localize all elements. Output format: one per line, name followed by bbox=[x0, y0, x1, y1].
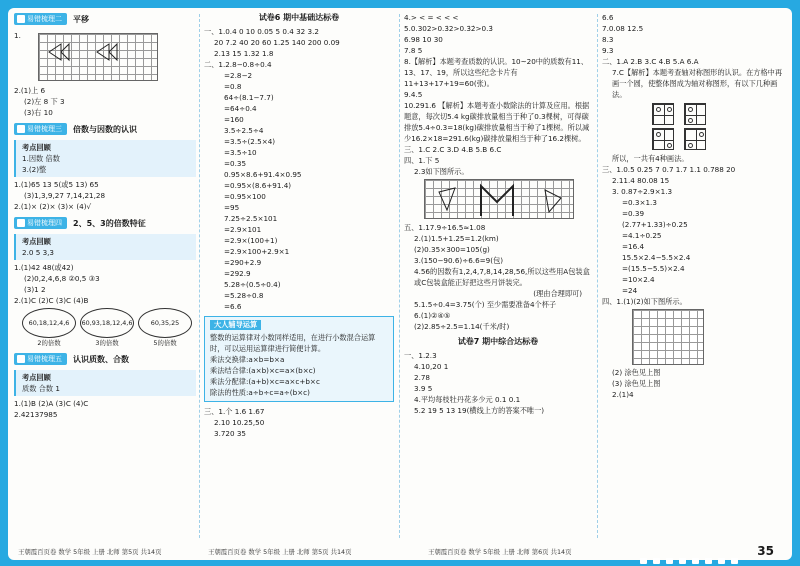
answer-line: 2.(1)C (2)C (3)C (4)B bbox=[14, 296, 89, 305]
review-line: 3.(2)整 bbox=[22, 165, 47, 174]
answer-line: =0.95×(8.6+91.4) bbox=[224, 181, 292, 190]
answer-line: 1.(1)65 13 5(或5 13) 65 bbox=[14, 180, 99, 189]
multiples-ellipses bbox=[22, 308, 196, 338]
answer-line: 1. bbox=[14, 31, 21, 40]
answer-line: 6.98 10 30 bbox=[404, 35, 443, 44]
page-footer-right: 王朝霞百页卷 数学 5年级 上册 北师 第6页 共14页 bbox=[428, 548, 572, 556]
answer-line: =6.6 bbox=[224, 302, 242, 311]
answer-line: =290+2.9 bbox=[224, 258, 262, 267]
book-icon bbox=[17, 15, 25, 23]
answer-line: 7.25÷2.5×101 bbox=[224, 214, 278, 223]
answer-line: 二、1.2.8−0.8÷0.4 bbox=[204, 60, 272, 69]
answer-line: 3. 0.87÷2.9×1.3 bbox=[612, 187, 673, 196]
symmetry-options-row bbox=[652, 128, 786, 150]
option-grid bbox=[652, 103, 674, 125]
answer-line: 1.(1)42 48(或42) bbox=[14, 263, 74, 272]
review-heading: 考点回顾 bbox=[22, 237, 51, 246]
answer-line: (3) 涂色见上图 bbox=[612, 379, 661, 388]
section-title: 倍数与因数的认识 bbox=[73, 124, 137, 134]
answer-line: 五、1.17.9÷16.5≈1.08 bbox=[404, 223, 486, 232]
answer-line: 一、1.0.4 0 10 0.05 5 0.4 32 3.2 bbox=[204, 27, 319, 36]
decor-block bbox=[692, 558, 699, 564]
answer-line: 四、1.(1)(2)如下图所示。 bbox=[602, 297, 687, 306]
ellipse-labels bbox=[22, 338, 196, 348]
ellipse-5-multiples: 60,35,25 bbox=[138, 308, 192, 338]
option-grid bbox=[652, 128, 674, 150]
circle-icon bbox=[656, 132, 661, 137]
answer-line: =0.3×1.3 bbox=[622, 198, 657, 207]
exam-title: 试卷7 期中综合达标卷 bbox=[457, 337, 539, 346]
circle-icon bbox=[699, 132, 704, 137]
answer-line: (3)1,3,9,27 7,14,21,28 bbox=[24, 191, 106, 200]
m-shape-figure bbox=[425, 180, 575, 220]
answer-line: =5.28÷0.8 bbox=[224, 291, 264, 300]
answer-line: 2.11.4 80.08 15 bbox=[612, 176, 670, 185]
ellipse-2-multiples: 60,18,12,4,6 bbox=[22, 308, 76, 338]
review-line: 质数 合数 1 bbox=[22, 384, 60, 393]
answer-line: 4.> < = < < < bbox=[404, 13, 459, 22]
answer-line: 四、1.下 5 bbox=[404, 156, 440, 165]
column-divider bbox=[597, 14, 598, 538]
section-tag: 易错梳理五 bbox=[14, 353, 67, 365]
answer-line: =4.1÷0.25 bbox=[622, 231, 662, 240]
answer-line: (3)右 10 bbox=[24, 108, 53, 117]
answer-line: =16.4 bbox=[622, 242, 645, 251]
decor-block bbox=[718, 558, 725, 564]
answer-page bbox=[8, 8, 792, 560]
answer-line: (3)1 2 bbox=[24, 285, 46, 294]
answer-line: =(15.5−5.5)×2.4 bbox=[622, 264, 685, 273]
tip-rule: 乘法结合律:(a×b)×c=a×(b×c) bbox=[210, 366, 316, 375]
answer-line: =3.5÷10 bbox=[224, 148, 257, 157]
answer-line: 5.1.5÷0.4=3.75(个) 至少需要准备4个杯子 bbox=[414, 300, 557, 309]
answer-line: =0.8 bbox=[224, 82, 242, 91]
answer-line: 1.(1)B (2)A (3)C (4)C bbox=[14, 399, 89, 408]
page-number: 35 bbox=[757, 544, 774, 558]
decor-block bbox=[731, 558, 738, 564]
answer-line: 2.10 10.25,50 bbox=[214, 418, 265, 427]
page-footer-mid: 王朝霞百页卷 数学 5年级 上册 北师 第5页 共14页 bbox=[208, 548, 352, 556]
section-banner-3 bbox=[14, 122, 196, 136]
answer-line: 5.28÷(0.5÷0.4) bbox=[224, 280, 281, 289]
column-divider bbox=[199, 14, 200, 538]
ellipse-label: 3的倍数 bbox=[95, 339, 119, 347]
tip-rule: 乘法交换律:a×b=b×a bbox=[210, 355, 285, 364]
answer-line: (2.77+1.33)÷0.25 bbox=[622, 220, 688, 229]
tip-heading: 大人辅导运算 bbox=[210, 320, 261, 330]
decorative-strip bbox=[640, 558, 738, 566]
column-4 bbox=[602, 8, 786, 540]
book-icon bbox=[17, 219, 25, 227]
answer-line: =292.9 bbox=[224, 269, 251, 278]
symmetry-grid-figure bbox=[424, 179, 574, 219]
answer-explanation: 10.291.6 【解析】本题考查小数除法的计算及应用。根据题意，每次切5.4 kg碳排放量相当于种了0.3棵树，可得碳排放5.4÷0.3=18(kg)碳排放量相当于种了1棵树。所以减少16.2×18=291.6(kg)碳排放量相当于种了16.2棵树。 bbox=[404, 101, 590, 143]
answer-line: 6.(1)②④⑤ bbox=[414, 311, 451, 320]
column-divider bbox=[399, 14, 400, 538]
answer-line: 2.(1)4 bbox=[612, 390, 634, 399]
answer-line: =10×2.4 bbox=[622, 275, 655, 284]
tip-rule: 除法的性质:a÷b÷c=a÷(b×c) bbox=[210, 388, 310, 397]
circle-icon bbox=[688, 143, 693, 148]
section-tag: 易错梳理三 bbox=[14, 123, 67, 135]
review-heading: 考点回顾 bbox=[22, 143, 51, 152]
answer-line: 7.8 5 bbox=[404, 46, 423, 55]
column-2 bbox=[204, 8, 394, 540]
section-tag: 易错梳理四 bbox=[14, 217, 67, 229]
answer-line: 7.0.08 12.5 bbox=[602, 24, 644, 33]
answer-line: 2.(1)上 6 bbox=[14, 86, 46, 95]
page-footer-left: 王朝霞百页卷 数学 5年级 上册 北师 第5页 共14页 bbox=[18, 548, 162, 556]
decor-block bbox=[679, 558, 686, 564]
exam-title: 试卷6 期中基础达标卷 bbox=[258, 13, 340, 22]
answer-line: 64÷(8.1−7.7) bbox=[224, 93, 274, 102]
answer-line: 5.2 19 5 13 19(横线上方的答案不唯一) bbox=[414, 406, 545, 415]
circle-icon bbox=[688, 107, 693, 112]
option-grid bbox=[684, 103, 706, 125]
answer-line: (2)2.85÷2.5=1.14(千米/时) bbox=[414, 322, 510, 331]
answer-line: 3.720 35 bbox=[214, 429, 247, 438]
tip-text: 整数的运算律对小数同样适用，在进行小数混合运算时，可以运用运算律进行简便计算。 bbox=[210, 333, 376, 353]
answer-line: =2.9×100+2.9×1 bbox=[224, 247, 290, 256]
option-grid bbox=[684, 128, 706, 150]
answer-line: 3.(150−90.6)÷6.6=9(包) bbox=[414, 256, 504, 265]
answer-line: 2.78 bbox=[414, 373, 431, 382]
circle-icon bbox=[656, 107, 661, 112]
answer-line: (2)0.35×300=105(g) bbox=[414, 245, 490, 254]
answer-line: 8.3 bbox=[602, 35, 614, 44]
answer-line: (2)左 8 下 3 bbox=[24, 97, 65, 106]
section-title: 2、5、3的倍数特征 bbox=[73, 218, 146, 228]
answer-line: =0.39 bbox=[622, 209, 645, 218]
answer-line: =2.9×101 bbox=[224, 225, 262, 234]
decor-block bbox=[640, 558, 647, 564]
answer-line: =2.9×(100+1) bbox=[224, 236, 278, 245]
section-title: 平移 bbox=[73, 14, 89, 24]
answer-line: =3.5÷(2.5×4) bbox=[224, 137, 276, 146]
ellipse-label: 2的倍数 bbox=[37, 339, 61, 347]
answer-line: (2)0,2,4,6,8 ②0,5 ③3 bbox=[24, 274, 100, 283]
decor-block bbox=[653, 558, 660, 564]
answer-line: =0.95×100 bbox=[224, 192, 266, 201]
answer-line: =2.8−2 bbox=[224, 71, 253, 80]
answer-line: =95 bbox=[224, 203, 240, 212]
section-tag: 易错梳理二 bbox=[14, 13, 67, 25]
column-3 bbox=[404, 8, 592, 540]
review-box bbox=[14, 370, 196, 396]
answer-line: 2.(1)× (2)× (3)× (4)√ bbox=[14, 202, 92, 211]
review-box bbox=[14, 234, 196, 260]
answer-line: =64÷0.4 bbox=[224, 104, 257, 113]
decor-block bbox=[705, 558, 712, 564]
answer-explanation: 7.C【解析】本题考查轴对称图形的认识。在方格中再画一个圆，使整体图成为轴对称图形，有以下几种画法。 bbox=[612, 68, 783, 99]
book-icon bbox=[17, 125, 25, 133]
review-line: 1.因数 倍数 bbox=[22, 154, 60, 163]
section-title: 认识质数、合数 bbox=[73, 354, 129, 364]
circle-icon bbox=[667, 107, 672, 112]
answer-note: (理由合理即可) bbox=[533, 289, 582, 298]
circle-icon bbox=[688, 118, 693, 123]
answer-line: 4.10,20 1 bbox=[414, 362, 449, 371]
answer-line: =160 bbox=[224, 115, 244, 124]
ellipse-3-multiples: 60,93,18,12,4,6 bbox=[80, 308, 134, 338]
review-box bbox=[14, 140, 196, 177]
answer-line: 三、1.个 1.6 1.67 bbox=[204, 407, 265, 416]
symmetry-options-row bbox=[652, 103, 786, 125]
fish-figure bbox=[39, 34, 159, 82]
answer-line: 2.3如下图所示。 bbox=[414, 167, 469, 176]
decor-block bbox=[666, 558, 673, 564]
answer-line: 4.平均每枝牡丹花多少元 0.1 0.1 bbox=[414, 395, 521, 404]
answer-line: 一、1.2.3 bbox=[404, 351, 437, 360]
answer-line: 所以，一共有4种画法。 bbox=[612, 154, 689, 163]
answer-line: 三、1.0.5 0.25 7 0.7 1.7 1.1 0.788 20 bbox=[602, 165, 736, 174]
answer-line: 二、1.A 2.B 3.C 4.B 5.A 6.A bbox=[602, 57, 699, 66]
cube-net-figure bbox=[632, 309, 704, 365]
answer-line: =24 bbox=[622, 286, 638, 295]
tip-rule: 乘法分配律:(a+b)×c=a×c+b×c bbox=[210, 377, 320, 386]
answer-explanation: 4.56的因数有1,2,4,7,8,14,28,56,所以这些用A包装盒或C包装盒能正好把这些月饼装完。 bbox=[414, 267, 590, 287]
tutoring-tip-box bbox=[204, 316, 394, 402]
answer-line: 9.3 bbox=[602, 46, 614, 55]
answer-line: 0.95×8.6+91.4×0.95 bbox=[224, 170, 302, 179]
section-banner-4 bbox=[14, 216, 196, 230]
answer-line: 5.0.302>0.3̇2>0.3̇2̇>0.3̇ bbox=[404, 24, 493, 33]
answer-line: 20 7.2 40 20 60 1.25 140 200 0.09 bbox=[214, 38, 340, 47]
answer-line: 2.42137985 bbox=[14, 410, 58, 419]
translation-grid-figure bbox=[38, 33, 158, 81]
answer-line: 三、1.C 2.C 3.D 4.B 5.B 6.C bbox=[404, 145, 502, 154]
answer-line: 3.5÷2.5÷4 bbox=[224, 126, 264, 135]
section-banner-2 bbox=[14, 12, 196, 26]
answer-line: 2.13 15 1.32 1.8 bbox=[214, 49, 274, 58]
review-heading: 考点回顾 bbox=[22, 373, 51, 382]
review-line: 2.0 5 3,3 bbox=[22, 248, 55, 257]
circle-icon bbox=[667, 143, 672, 148]
answer-line: =0.35 bbox=[224, 159, 247, 168]
answer-line: 15.5×2.4−5.5×2.4 bbox=[622, 253, 691, 262]
column-1 bbox=[14, 8, 196, 540]
answer-line: 9.4.5 bbox=[404, 90, 423, 99]
answer-line: 2.(1)1.5+1.25=1.2(km) bbox=[414, 234, 499, 243]
ellipse-label: 5的倍数 bbox=[153, 339, 177, 347]
answer-line: 6.6 bbox=[602, 13, 614, 22]
book-icon bbox=[17, 355, 25, 363]
answer-line: 3.9 5 bbox=[414, 384, 433, 393]
answer-explanation: 8.【解析】本题考查质数的认识。10~20中的质数有11、13、17、19，所以这些纪念卡片有11+13+17+19=60(张)。 bbox=[404, 57, 589, 88]
section-banner-5 bbox=[14, 352, 196, 366]
answer-line: (2) 涂色见上图 bbox=[612, 368, 661, 377]
